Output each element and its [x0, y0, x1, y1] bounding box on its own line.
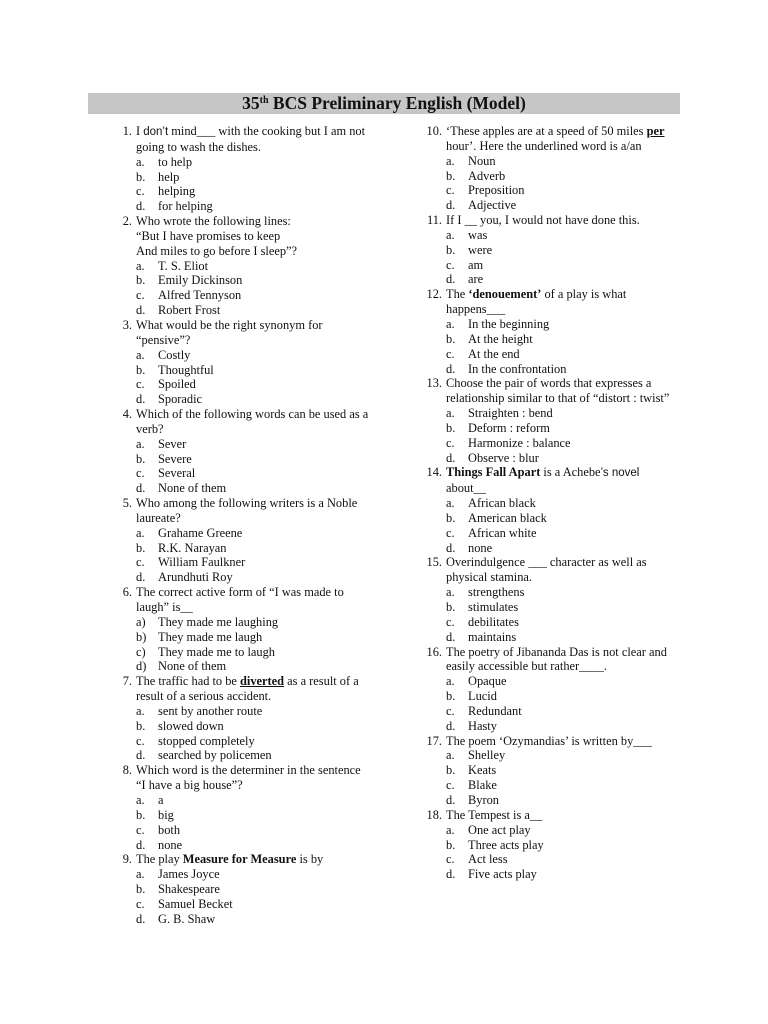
option-label: d.	[446, 629, 456, 644]
question-text-part: ’s novel	[600, 467, 640, 480]
option-label: b.	[446, 168, 456, 183]
option-text: Keats	[468, 763, 497, 778]
question-13	[420, 376, 682, 465]
underlined-word: per	[646, 124, 665, 138]
option-a	[136, 155, 372, 170]
option-b	[446, 243, 682, 258]
option-label: c.	[136, 555, 145, 570]
option-text: They made me to laugh	[158, 644, 275, 659]
option-text: stopped completely	[158, 733, 255, 748]
question-number: 10.	[426, 124, 442, 138]
option-text: strengthens	[468, 585, 525, 600]
option-b	[136, 452, 372, 467]
option-text: maintains	[468, 629, 517, 644]
option-label: b.	[446, 420, 456, 435]
option-label: d.	[136, 837, 146, 852]
option-d	[136, 392, 372, 407]
option-label: a.	[446, 585, 455, 600]
option-c	[446, 704, 682, 719]
option-text: R.K. Narayan	[158, 540, 227, 555]
option-c	[446, 347, 682, 362]
option-text: both	[158, 822, 181, 837]
option-label: d.	[136, 911, 146, 926]
option-text: One act play	[468, 822, 531, 837]
question-number: 13.	[426, 376, 442, 391]
question-number: 14.	[426, 465, 442, 480]
option-label: a.	[136, 347, 145, 362]
option-text: Adverb	[468, 168, 506, 183]
option-text: searched by policemen	[158, 748, 272, 763]
option-d	[136, 748, 372, 763]
option-c	[136, 645, 372, 660]
option-text: Emily Dickinson	[158, 273, 243, 288]
option-label: d)	[136, 659, 147, 674]
question-text-part: don’t	[143, 126, 169, 138]
option-c	[446, 526, 682, 541]
option-text: Arundhuti Roy	[158, 570, 233, 585]
option-d	[446, 198, 682, 213]
option-c	[136, 734, 372, 749]
option-a	[446, 496, 682, 511]
option-label: a.	[446, 406, 455, 421]
option-d	[446, 867, 682, 882]
option-label: b.	[446, 689, 456, 704]
option-label: b.	[136, 718, 146, 733]
option-c	[446, 258, 682, 273]
option-text: Byron	[468, 792, 499, 807]
option-d	[136, 570, 372, 585]
option-b	[136, 808, 372, 823]
option-label: c)	[136, 644, 146, 659]
option-b	[446, 332, 682, 347]
question-text-part: mind___ with the cooking but I am not going to wash the dishes.	[136, 124, 366, 154]
question-text: Choose the pair of words that expresses a relationship similar to that of “distort : twist”	[446, 376, 670, 406]
question-text	[446, 124, 682, 154]
question-18	[420, 808, 682, 882]
option-label: b)	[136, 629, 147, 644]
option-text: Shelley	[468, 748, 506, 763]
option-a	[446, 823, 682, 838]
option-label: b.	[136, 273, 146, 288]
question-5	[110, 496, 372, 585]
option-label: b.	[136, 540, 146, 555]
option-label: b.	[136, 362, 146, 377]
option-a	[136, 615, 372, 630]
option-d	[136, 199, 372, 214]
bold-title: Things Fall Apart	[446, 465, 541, 480]
question-text	[136, 124, 372, 155]
option-b	[446, 511, 682, 526]
question-text-part: of a play is what happens___	[446, 287, 627, 317]
option-text: Noun	[468, 153, 496, 168]
option-d	[446, 362, 682, 377]
question-7	[110, 674, 372, 763]
question-number: 1.	[122, 124, 132, 138]
question-number: 16.	[426, 644, 442, 659]
question-10	[420, 124, 682, 213]
option-text: Adjective	[468, 198, 517, 213]
option-text: They made me laugh	[158, 629, 263, 644]
option-c	[446, 436, 682, 451]
option-b	[446, 600, 682, 615]
option-label: b.	[446, 600, 456, 614]
option-a	[136, 867, 372, 882]
question-number: 11.	[426, 213, 442, 228]
option-label: c.	[446, 257, 455, 272]
option-label: d.	[136, 392, 146, 407]
title-text: BCS Preliminary English (Model)	[272, 93, 526, 113]
right-column	[420, 124, 682, 882]
option-d	[136, 659, 372, 674]
option-label: d.	[136, 303, 146, 318]
option-text: help	[158, 169, 180, 184]
option-label: a.	[446, 496, 455, 511]
title-ordinal: 35	[242, 93, 260, 113]
option-a	[136, 437, 372, 452]
question-number: 15.	[426, 555, 442, 570]
option-text: William Faulkner	[158, 555, 246, 570]
option-text: stimulates	[468, 600, 519, 614]
option-label: c.	[136, 377, 145, 392]
option-d	[136, 481, 372, 496]
question-text: The poetry of Jibananda Das is not clear and easily accessible but rather____.	[446, 644, 667, 674]
question-number: 6.	[122, 585, 132, 600]
question-text: Which of the following words can be used as a verb?	[136, 407, 369, 436]
option-a	[446, 317, 682, 332]
question-text-part: as a result of a result of a serious accident.	[136, 674, 359, 704]
question-6	[110, 585, 372, 674]
question-number: 8.	[122, 763, 132, 778]
question-text: Overindulgence ___ character as well as physical stamina.	[446, 555, 647, 585]
option-label: b.	[136, 169, 146, 184]
question-text: The correct active form of “I was made to laugh” is__	[136, 585, 344, 614]
option-label: a.	[446, 316, 455, 331]
option-c	[136, 897, 372, 912]
option-a	[446, 748, 682, 763]
option-text: None of them	[158, 659, 227, 674]
option-label: c.	[136, 896, 145, 911]
question-text: What would be the right synonym for “pensive”?	[136, 317, 323, 347]
option-b	[136, 630, 372, 645]
option-text: none	[468, 540, 493, 555]
option-label: d.	[446, 272, 456, 287]
question-1	[110, 124, 372, 214]
option-text: Hasty	[468, 718, 497, 733]
option-label: a.	[446, 748, 455, 763]
option-text: T. S. Eliot	[158, 258, 209, 273]
question-15	[420, 555, 682, 644]
option-a	[136, 348, 372, 363]
option-text: Five acts play	[468, 867, 537, 882]
option-d	[136, 838, 372, 853]
option-b	[446, 763, 682, 778]
option-text: James Joyce	[158, 867, 220, 882]
option-a	[136, 526, 372, 541]
option-label: c.	[136, 184, 145, 199]
option-text: Thoughtful	[158, 362, 214, 377]
option-text: African white	[468, 525, 537, 540]
option-c	[136, 377, 372, 392]
option-b	[136, 882, 372, 897]
question-text-part: ‘These apples are at a speed of 50 miles	[446, 124, 647, 138]
question-9	[110, 852, 372, 926]
option-label: a.	[136, 525, 145, 540]
question-text: Which word is the determiner in the sentence “I have a big house”?	[136, 763, 361, 793]
bold-term: ‘denouement’	[468, 287, 542, 302]
question-text: If I __ you, I would not have done this.	[446, 213, 640, 228]
question-number: 5.	[122, 496, 132, 511]
question-2	[110, 214, 372, 318]
option-label: d.	[136, 199, 146, 214]
option-c	[136, 823, 372, 838]
option-b	[136, 541, 372, 556]
question-8	[110, 763, 372, 852]
question-text: The poem ‘Ozymandias’ is written by___	[446, 733, 652, 748]
option-label: c.	[136, 466, 145, 481]
option-text: slowed down	[158, 718, 224, 733]
option-label: a.	[136, 436, 145, 451]
option-c	[446, 183, 682, 198]
option-text: They made me laughing	[158, 614, 279, 629]
option-label: c.	[446, 703, 455, 718]
option-label: c.	[446, 183, 455, 198]
option-text: Act less	[468, 852, 508, 867]
option-text: Costly	[158, 347, 191, 362]
option-text: was	[468, 227, 488, 242]
question-number: 2.	[122, 214, 132, 229]
title-ordinal-suffix: th	[259, 95, 269, 106]
option-b	[446, 421, 682, 436]
option-label: d.	[136, 748, 146, 763]
option-label: d.	[446, 198, 456, 213]
question-number: 9.	[122, 852, 132, 867]
question-16	[420, 645, 682, 734]
option-label: a.	[136, 258, 145, 273]
option-d	[446, 272, 682, 287]
option-text: Several	[158, 466, 196, 481]
option-text: none	[158, 837, 183, 852]
option-b	[136, 719, 372, 734]
question-number: 4.	[122, 407, 132, 422]
option-text: American black	[468, 510, 547, 525]
option-c	[446, 778, 682, 793]
option-label: d.	[446, 792, 456, 807]
option-c	[136, 466, 372, 481]
option-d	[446, 630, 682, 645]
option-label: b.	[446, 837, 456, 852]
question-text	[136, 674, 372, 704]
option-text: Spoiled	[158, 377, 196, 392]
option-label: c.	[136, 288, 145, 303]
option-text: helping	[158, 184, 196, 199]
option-c	[136, 555, 372, 570]
option-a	[446, 585, 682, 600]
option-d	[136, 912, 372, 927]
option-label: a.	[136, 792, 145, 807]
question-text-part: is a Achebe	[540, 465, 601, 480]
option-text: Sever	[158, 436, 187, 451]
option-text: Deform : reform	[468, 420, 550, 435]
question-number: 3.	[122, 317, 132, 332]
option-b	[136, 170, 372, 185]
question-text-part: The traffic had to be	[136, 674, 241, 689]
option-text: In the beginning	[468, 316, 550, 331]
option-text: for helping	[158, 199, 213, 214]
option-label: b.	[136, 882, 146, 897]
option-text: Shakespeare	[158, 882, 220, 897]
question-text-part: hour’. Here the underlined word is a/an	[446, 138, 642, 153]
option-text: Observe : blur	[468, 450, 539, 465]
option-d	[446, 451, 682, 466]
question-number: 18.	[426, 807, 442, 822]
option-a	[136, 793, 372, 808]
option-text: Opaque	[468, 674, 507, 689]
option-text: debilitates	[468, 614, 519, 629]
question-11	[420, 213, 682, 287]
question-17	[420, 734, 682, 808]
question-3	[110, 318, 372, 407]
option-d	[136, 303, 372, 318]
option-label: b.	[446, 763, 456, 778]
option-text: Robert Frost	[158, 303, 221, 318]
option-d	[446, 719, 682, 734]
question-text: The Tempest is a__	[446, 807, 543, 822]
option-text: a	[158, 792, 164, 807]
option-text: Samuel Becket	[158, 896, 233, 911]
option-label: d.	[136, 481, 146, 496]
option-text: Harmonize : balance	[468, 435, 571, 450]
option-label: c.	[446, 525, 455, 540]
option-a	[446, 674, 682, 689]
option-text: African black	[468, 496, 536, 511]
option-d	[446, 793, 682, 808]
left-column	[110, 124, 372, 927]
question-number: 17.	[426, 733, 442, 748]
option-text: At the height	[468, 331, 533, 346]
option-text: Alfred Tennyson	[158, 288, 242, 303]
question-number: 7.	[122, 674, 132, 689]
option-label: c.	[446, 346, 455, 361]
option-a	[446, 228, 682, 243]
option-a	[446, 154, 682, 169]
option-a	[136, 259, 372, 274]
option-text: Three acts play	[468, 837, 544, 852]
option-label: b.	[136, 807, 146, 822]
question-text-part: about__	[446, 481, 486, 496]
bold-title: Measure for Measure	[182, 852, 297, 867]
option-label: b.	[136, 451, 146, 466]
option-label: d.	[136, 570, 146, 585]
option-text: In the confrontation	[468, 361, 567, 376]
option-label: c.	[446, 852, 455, 867]
option-a	[136, 704, 372, 719]
option-b	[136, 363, 372, 378]
option-text: None of them	[158, 481, 227, 496]
question-text	[446, 465, 682, 496]
question-14	[420, 465, 682, 555]
option-label: a)	[136, 614, 146, 629]
quote-line: And miles to go before I sleep”?	[136, 243, 298, 258]
option-text: Severe	[158, 451, 192, 466]
option-label: b.	[446, 242, 456, 257]
option-text: sent by another route	[158, 703, 263, 718]
question-text	[136, 852, 372, 867]
option-text: Blake	[468, 778, 497, 793]
option-c	[446, 615, 682, 630]
option-label: d.	[446, 450, 456, 465]
option-label: a.	[136, 703, 145, 718]
option-label: c.	[446, 778, 455, 793]
option-label: d.	[446, 361, 456, 376]
option-b	[136, 273, 372, 288]
option-text: Lucid	[468, 689, 497, 704]
option-b	[446, 169, 682, 184]
option-label: a.	[446, 674, 455, 689]
question-text	[446, 287, 682, 317]
option-d	[446, 541, 682, 556]
option-text: Redundant	[468, 703, 522, 718]
option-label: a.	[136, 154, 145, 169]
option-text: big	[158, 807, 174, 822]
option-text: to help	[158, 154, 193, 169]
option-label: d.	[446, 540, 456, 555]
quote-line: “But I have promises to keep	[136, 228, 281, 243]
question-text: Who wrote the following lines:	[136, 214, 291, 229]
question-text-part: The	[446, 287, 469, 302]
option-label: a.	[446, 227, 455, 242]
option-text: Straighten : bend	[468, 406, 553, 421]
question-text: Who among the following writers is a Noble laureate?	[136, 496, 358, 525]
option-a	[446, 406, 682, 421]
option-label: a.	[446, 822, 455, 837]
option-text: At the end	[468, 346, 520, 361]
option-label: d.	[446, 718, 456, 733]
question-text-part: The play	[136, 852, 183, 867]
option-text: were	[468, 242, 493, 257]
option-text: Preposition	[468, 183, 525, 198]
option-text: Sporadic	[158, 392, 203, 407]
option-label: b.	[446, 510, 456, 525]
underlined-word: diverted	[240, 674, 285, 689]
option-label: a.	[446, 153, 455, 168]
option-text: am	[468, 257, 484, 272]
option-label: c.	[136, 822, 145, 837]
option-text: Grahame Greene	[158, 525, 243, 540]
option-b	[446, 689, 682, 704]
question-text-part: I	[136, 124, 144, 138]
option-label: b.	[446, 331, 456, 346]
option-text: are	[468, 272, 484, 287]
option-c	[136, 184, 372, 199]
question-text-part: is by	[296, 852, 324, 867]
option-label: c.	[136, 733, 145, 748]
question-4	[110, 407, 372, 496]
page-title	[88, 93, 680, 114]
option-label: c.	[446, 614, 455, 629]
question-12	[420, 287, 682, 376]
option-text: G. B. Shaw	[158, 911, 216, 926]
option-b	[446, 838, 682, 853]
option-c	[136, 288, 372, 303]
option-label: d.	[446, 867, 456, 882]
option-label: a.	[136, 867, 145, 882]
option-label: c.	[446, 435, 455, 450]
option-c	[446, 852, 682, 867]
question-number: 12.	[426, 287, 442, 302]
